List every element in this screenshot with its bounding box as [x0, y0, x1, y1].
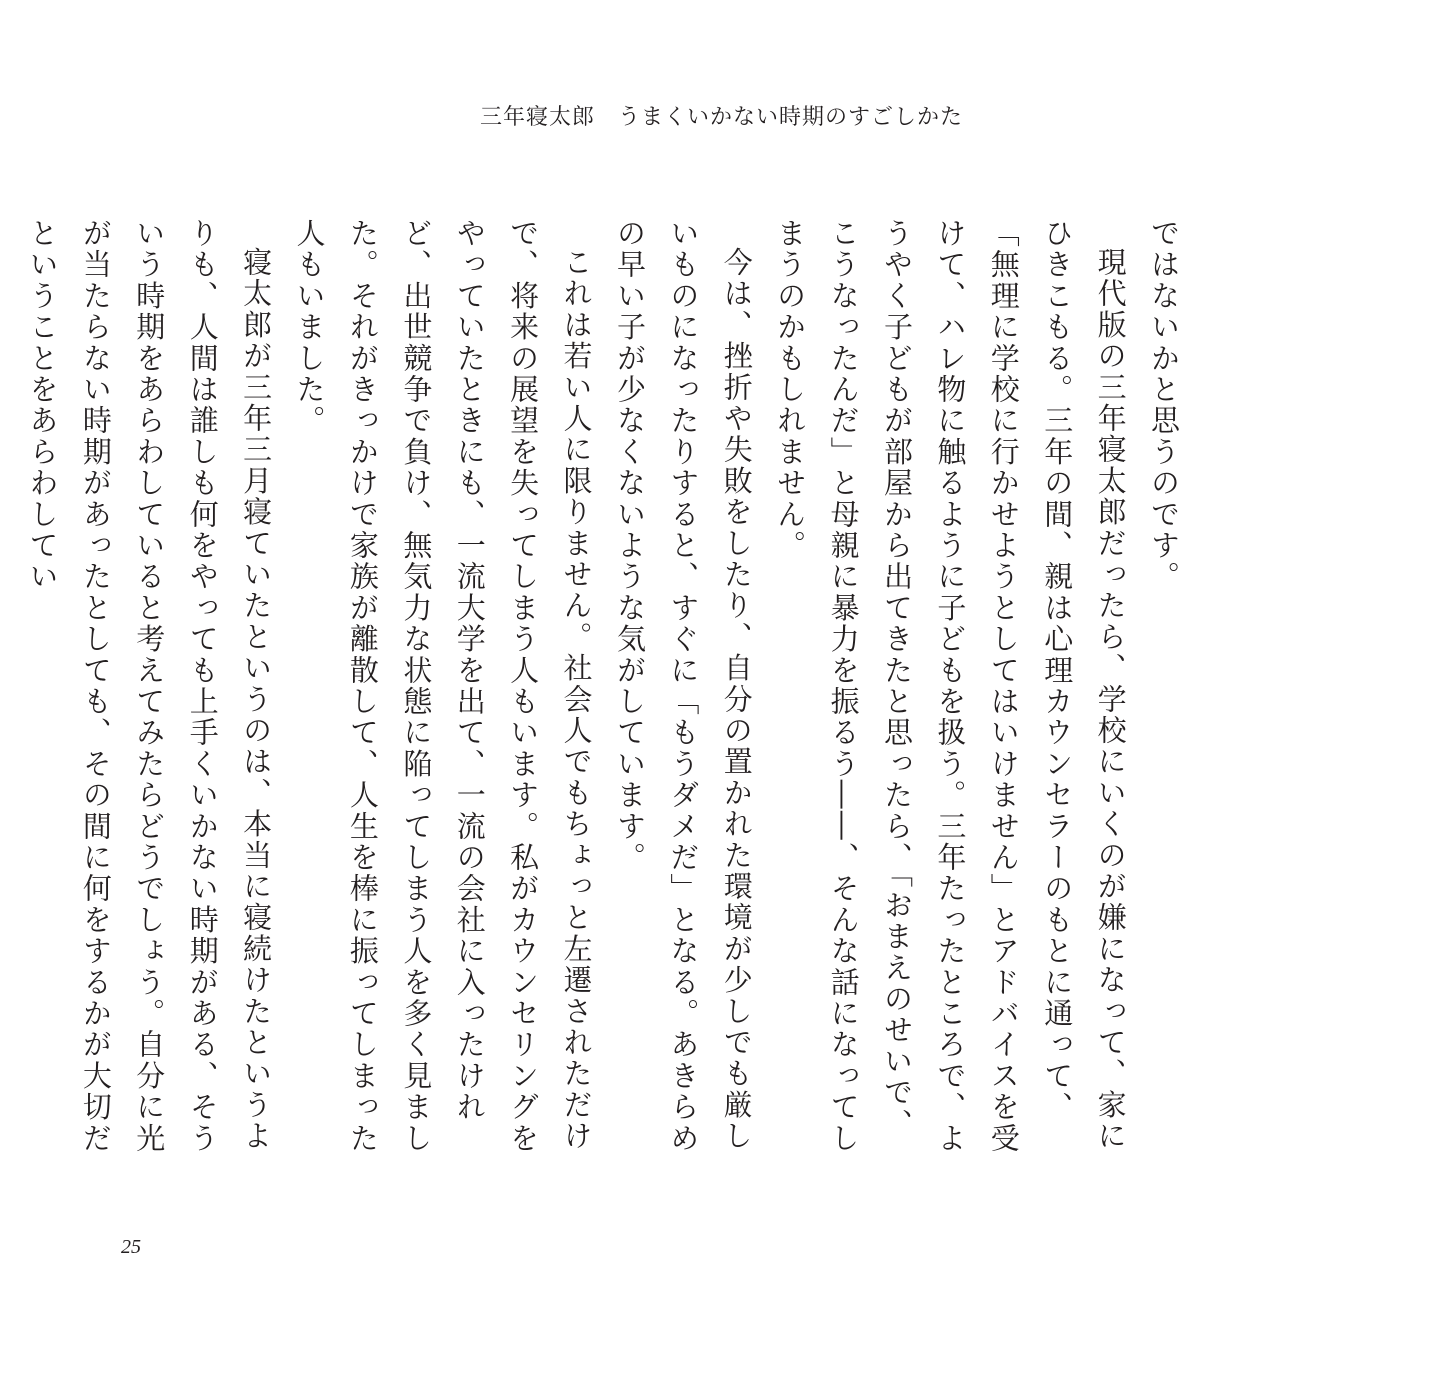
page-number: 25	[121, 1236, 141, 1258]
paragraph-5: 寝太郎が三年三月寝ていたというのは、本当に寝続けたというよりも、人間は誰しも何をやっても上手くいかない時期がある、そういう時期をあらわしていると考えてみたらどうでしょう。自分に光が当たらない時期があったとしても、その間に何をするかが大切だということをあらわしてい	[25, 218, 274, 1154]
paragraph-3: 今は、挫折や失敗をしたり、自分の置かれた環境が少しでも厳しいものになったりすると、すぐに「もうダメだ」となる。あきらめの早い子が少なくないような気がしています。	[612, 218, 754, 1154]
paragraph-4: これは若い人に限りません。社会人でもちょっと左遷されただけで、将来の展望を失ってしまう人もいます。私がカウンセリングをやっていたときにも、一流大学を出て、一流の会社に入ったけれど、出世競争で負け、無気力な状態に陥ってしまう人を多く見ました。それがきっかけで家族が離散して、人生を棒に振ってしまった人もいました。	[292, 218, 594, 1154]
running-head-title: 三年寝太郎 うまくいかない時期のすごしかた	[479, 105, 963, 130]
vertical-body-text	[25, 218, 1190, 1168]
paragraph-2: 現代版の三年寝太郎だったら、学校にいくのが嫌になって、家にひきこもる。三年の間、親は心理カウンセラーのもとに通って、「無理に学校に行かせようとしてはいけません」とアドバイスを受けて、ハレ物に触るように子どもを扱う。三年たったところで、ようやく子どもが部屋から出てきたと思ったら、「おまえのせいで、こうなったんだ」と母親に暴力を振るう――、そんな話になってしまうのかもしれません。	[773, 218, 1128, 1154]
paragraph-1: ではないかと思うのです。	[1147, 218, 1181, 593]
